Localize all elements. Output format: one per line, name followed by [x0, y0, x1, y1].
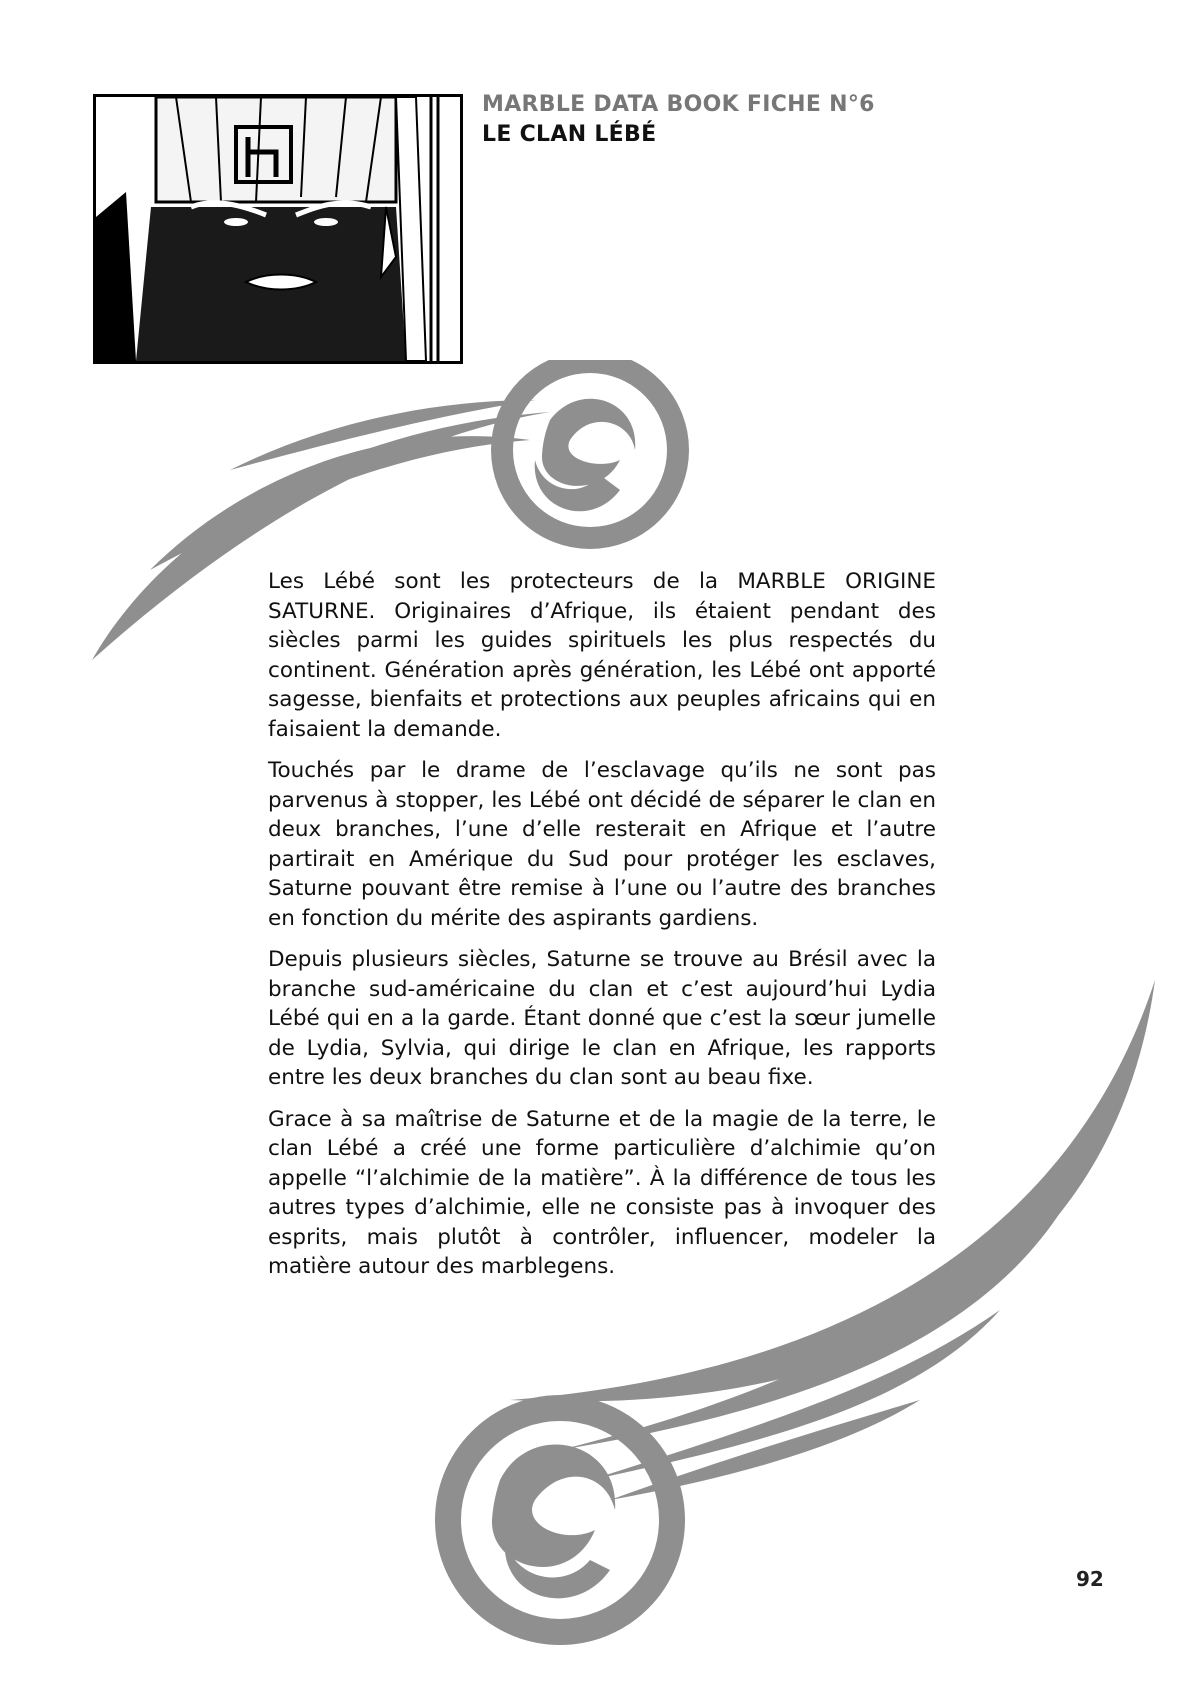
manga-illustration-panel: [93, 94, 463, 364]
paragraph: Depuis plusieurs siècles, Saturne se trouve au Brésil avec la branche sud-américaine du clan et c’est aujourd’hui Lydia Lébé qui en a la garde. Étant donné que c’est la sœur jumelle de Lydia, Sylvia, qui dirige le clan en Afrique, les rapports entre les deux branches du clan sont au beau fixe.: [268, 947, 936, 1090]
body-text: [268, 567, 936, 1294]
paragraph: Touchés par le drame de l’esclavage qu’ils ne sont pas parvenus à stopper, les Lébé ont décidé de séparer le clan en deux branches, l’une d’elle resterait en Afrique et l’autre partirait en Amérique du Sud pour protéger les esclaves, Saturne pouvant être remise à l’une ou l’autre des branches en fonction du mérite des aspirants gardiens.: [268, 758, 936, 931]
header: [482, 90, 1102, 150]
page-number: 92: [1076, 1567, 1104, 1591]
page-title: LE CLAN LÉBÉ: [482, 122, 657, 147]
portrait-illustration: [96, 97, 460, 361]
paragraph: Grace à sa maîtrise de Saturne et de la magie de la terre, le clan Lébé a créé une forme particulière d’alchimie qu’on appelle “l’alchimie de la matière”. À la différence de tous les autres types d’alchimie, elle ne consiste pas à invoquer des esprits, mais plutôt à contrôler, influencer, modeler la matière autour des marblegens.: [268, 1106, 936, 1279]
series-heading: MARBLE DATA BOOK FICHE N°6: [482, 92, 875, 117]
paragraph: Les Lébé sont les protecteurs de la MARBLE ORIGINE SATURNE. Originaires d’Afrique, ils étaient pendant des siècles parmi les guides spirituels les plus respectés du continent. Génération après génération, les Lébé ont apporté sagesse, bienfaits et protections aux peuples africains qui en faisaient la demande.: [268, 569, 936, 742]
